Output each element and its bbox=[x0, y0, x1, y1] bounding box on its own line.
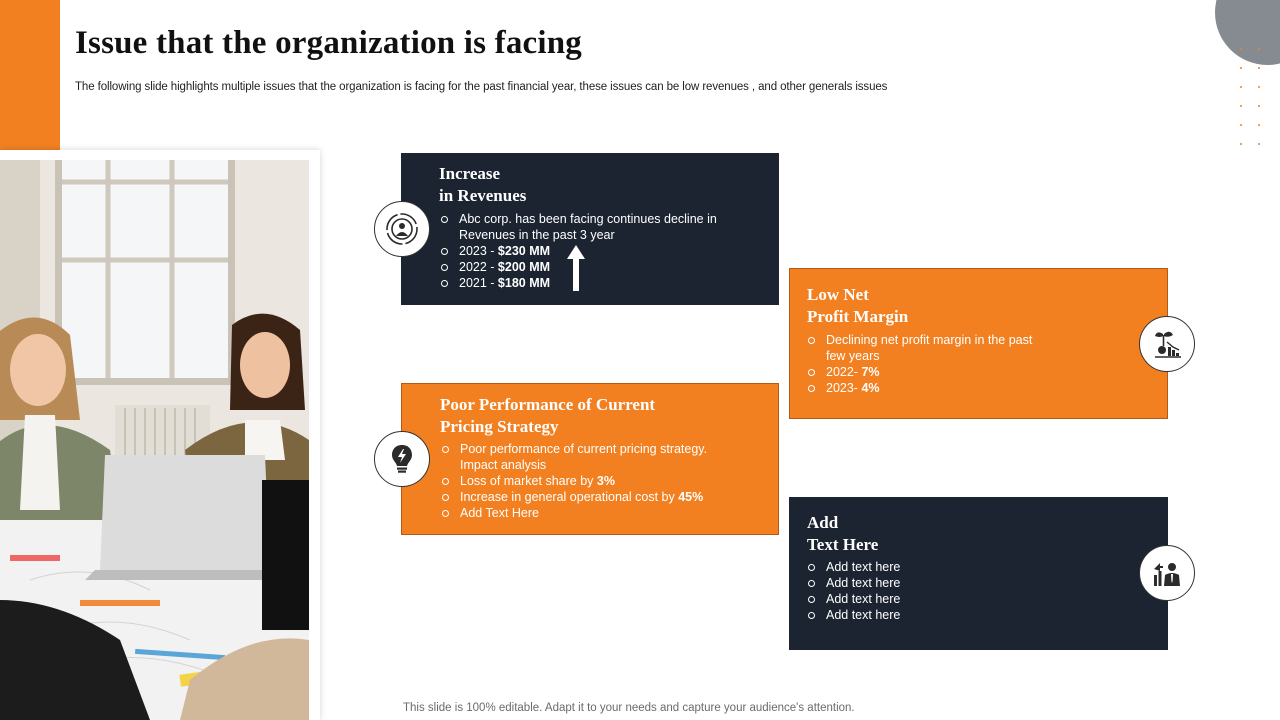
list-item bbox=[807, 364, 1107, 380]
card-list bbox=[441, 441, 771, 521]
card-poor-pricing-strategy bbox=[401, 383, 779, 535]
lightbulb-icon bbox=[374, 431, 430, 487]
target-icon bbox=[374, 201, 430, 257]
list-item: Add text here bbox=[807, 591, 1107, 607]
card-low-net-profit-margin bbox=[789, 268, 1168, 419]
title-line: Profit Margin bbox=[807, 307, 909, 326]
list-item bbox=[440, 243, 770, 259]
decorative-dot bbox=[1240, 48, 1242, 50]
list-item-text: 2021 - bbox=[459, 276, 498, 290]
title-line: Poor Performance of Current bbox=[440, 395, 656, 414]
list-item-value: $200 MM bbox=[497, 260, 551, 274]
card-list bbox=[440, 211, 770, 291]
business-growth-icon bbox=[1139, 545, 1195, 601]
list-item-text: Increase in general operational cost by bbox=[460, 490, 679, 504]
list-item-value: 3% bbox=[596, 474, 615, 488]
title-line: Low Net bbox=[807, 285, 869, 304]
list-item-text: Abc corp. has been facing continues decline in bbox=[459, 212, 717, 226]
decorative-dot bbox=[1258, 67, 1260, 69]
list-item bbox=[441, 505, 771, 521]
plant-growth-chart-icon bbox=[1139, 316, 1195, 372]
decorative-dot bbox=[1240, 67, 1242, 69]
list-item bbox=[441, 441, 771, 473]
footer-note: This slide is 100% editable. Adapt it to your needs and capture your audience's attention. bbox=[403, 702, 855, 714]
list-item bbox=[441, 489, 771, 505]
slide-subtitle: The following slide highlights multiple issues that the organization is facing for the past financial year, these issues can be low revenues , and other generals issues bbox=[75, 81, 888, 93]
list-item bbox=[440, 211, 770, 243]
decorative-dot bbox=[1258, 48, 1260, 50]
list-item-text: 2023- bbox=[826, 381, 862, 395]
list-item-text: Add Text Here bbox=[460, 506, 539, 520]
list-item bbox=[440, 259, 770, 275]
card-title bbox=[440, 394, 655, 438]
title-line: Add bbox=[807, 513, 839, 532]
list-item-value: 45% bbox=[678, 490, 704, 504]
decorative-dot bbox=[1240, 105, 1242, 107]
card-increase-revenues bbox=[401, 153, 779, 305]
card-add-text-here bbox=[789, 497, 1168, 650]
list-item-value: 7% bbox=[861, 365, 880, 379]
decorative-dot bbox=[1240, 86, 1242, 88]
list-item bbox=[441, 473, 771, 489]
list-item-text: Revenues in the past 3 year bbox=[459, 228, 615, 242]
card-list bbox=[807, 332, 1107, 396]
dot-grid-decoration bbox=[1240, 48, 1270, 148]
title-line: Pricing Strategy bbox=[440, 417, 559, 436]
list-item bbox=[807, 380, 1107, 396]
list-item-value: $180 MM bbox=[497, 276, 551, 290]
title-line: Text Here bbox=[807, 535, 879, 554]
decorative-dot bbox=[1258, 143, 1260, 145]
list-item-text: Loss of market share by bbox=[460, 474, 597, 488]
card-title bbox=[439, 163, 526, 207]
meeting-photo bbox=[0, 160, 309, 720]
arrow-up-icon bbox=[567, 245, 585, 291]
list-item-text: 2022- bbox=[826, 365, 862, 379]
list-item-text: 2023 - bbox=[459, 244, 498, 258]
list-item-value: 4% bbox=[861, 381, 880, 395]
decorative-dot bbox=[1258, 105, 1260, 107]
card-title bbox=[807, 512, 878, 556]
list-item-text: Impact analysis bbox=[460, 458, 547, 472]
list-item bbox=[440, 275, 770, 291]
card-title bbox=[807, 284, 908, 328]
decorative-dot bbox=[1258, 86, 1260, 88]
list-item: Add text here bbox=[807, 559, 1107, 575]
decorative-dot bbox=[1240, 143, 1242, 145]
card-list bbox=[807, 559, 1107, 623]
list-item-text: Poor performance of current pricing strategy. bbox=[460, 442, 708, 456]
list-item: Add text here bbox=[807, 607, 1107, 623]
list-item bbox=[807, 332, 1107, 364]
title-line: in Revenues bbox=[439, 186, 527, 205]
list-item-value: $230 MM bbox=[497, 244, 551, 258]
list-item-text: Declining net profit margin in the past bbox=[826, 333, 1033, 347]
list-item: Add text here bbox=[807, 575, 1107, 591]
list-item-text: 2022 - bbox=[459, 260, 498, 274]
list-item-text: few years bbox=[826, 349, 880, 363]
title-line: Increase bbox=[439, 164, 501, 183]
orange-accent-bar bbox=[0, 0, 60, 150]
slide-title: Issue that the organization is facing bbox=[75, 25, 582, 61]
decorative-dot bbox=[1240, 124, 1242, 126]
decorative-dot bbox=[1258, 124, 1260, 126]
